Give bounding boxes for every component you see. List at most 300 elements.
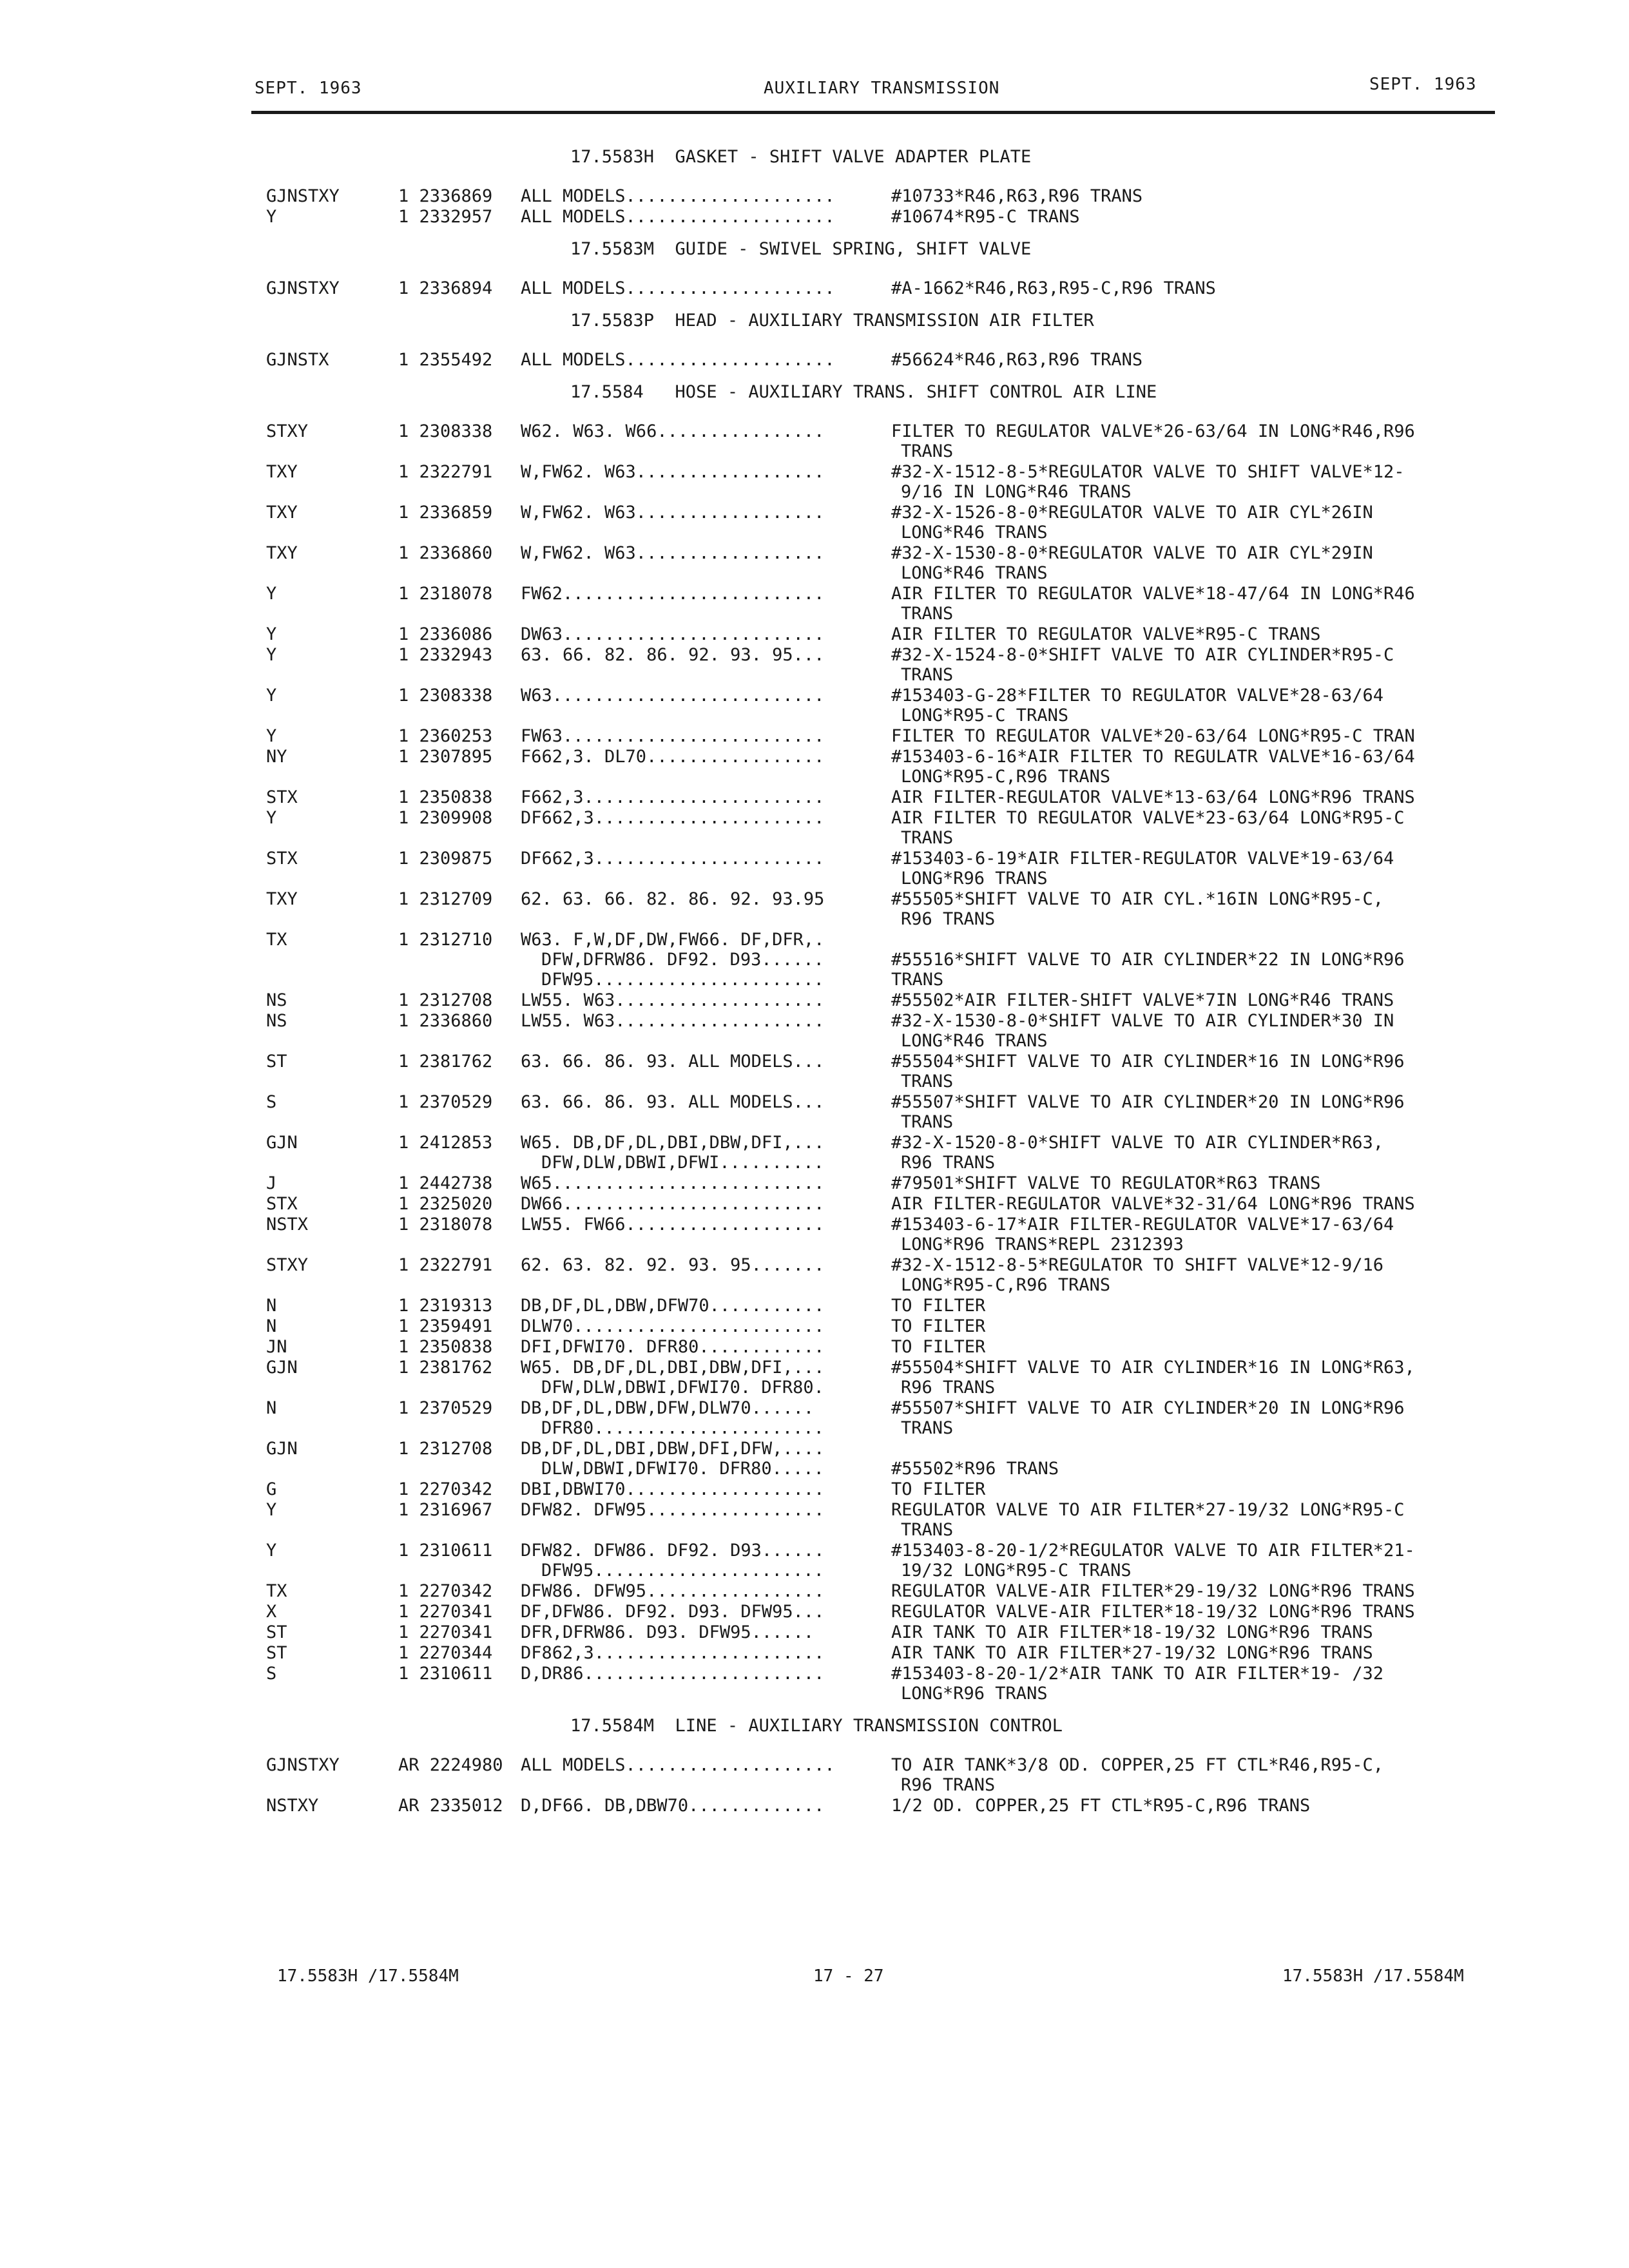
part-description: [891, 1358, 1523, 1398]
model-code: G: [266, 1479, 277, 1499]
models-line: DFW95......................: [541, 970, 824, 990]
description-line: #32-X-1512-8-5*REGULATOR TO SHIFT VALVE*12-9/16: [891, 1255, 1384, 1275]
models-line: 63. 66. 82. 86. 92. 93. 95...: [521, 645, 825, 665]
description-line: TO FILTER: [891, 1479, 986, 1499]
description-line: LONG*R96 TRANS*REPL 2312393: [901, 1235, 1184, 1254]
models-line: DFR80......................: [541, 1418, 824, 1438]
description-line: #56624*R46,R63,R96 TRANS: [891, 350, 1143, 370]
part-description: [891, 1296, 1523, 1316]
part-row: [0, 1316, 1629, 1337]
applicable-models: [521, 624, 901, 644]
applicable-models: [521, 1439, 901, 1479]
model-code: GJN: [266, 1133, 298, 1153]
part-row: [0, 686, 1629, 726]
quantity-part-number: 1 2318078: [398, 1215, 493, 1235]
description-line: #32-X-1526-8-0*REGULATOR VALVE TO AIR CYL*26IN: [891, 503, 1373, 523]
part-description: [891, 1622, 1523, 1642]
models-line: ALL MODELS....................: [521, 1755, 835, 1775]
parts-section: [0, 311, 1629, 370]
model-code: NS: [266, 1011, 287, 1031]
part-description: [891, 1133, 1523, 1173]
description-line: #55502*R96 TRANS: [891, 1459, 1059, 1479]
part-description: [891, 462, 1523, 502]
quantity-part-number: 1 2309908: [398, 808, 493, 828]
models-line: LW55. W63....................: [521, 1011, 825, 1031]
part-description: [891, 1092, 1523, 1132]
models-line: DFW,DLW,DBWI,DFWI..........: [541, 1153, 824, 1173]
description-line: #10733*R46,R63,R96 TRANS: [891, 186, 1143, 206]
models-line: 63. 66. 86. 93. ALL MODELS...: [521, 1052, 825, 1072]
model-code: N: [266, 1316, 277, 1336]
quantity-part-number: 1 2325020: [398, 1194, 493, 1214]
models-line: F662,3. DL70.................: [521, 747, 825, 767]
quantity-part-number: 1 2312709: [398, 889, 493, 909]
model-code: NSTXY: [266, 1796, 319, 1816]
model-code: STX: [266, 787, 298, 807]
part-description: [891, 278, 1523, 298]
applicable-models: [521, 421, 901, 441]
applicable-models: [521, 990, 901, 1010]
applicable-models: [521, 1133, 901, 1173]
part-description: [891, 584, 1523, 624]
model-code: STXY: [266, 421, 309, 441]
part-row: [0, 1092, 1629, 1133]
part-description: [891, 1316, 1523, 1336]
description-line: TO FILTER: [891, 1316, 986, 1336]
description-line: #32-X-1520-8-0*SHIFT VALVE TO AIR CYLINDER*R63,: [891, 1133, 1384, 1153]
models-line: W,FW62. W63..................: [521, 503, 825, 523]
applicable-models: [521, 1173, 901, 1193]
model-code: GJN: [266, 1439, 298, 1459]
applicable-models: [521, 584, 901, 604]
model-code: Y: [266, 726, 277, 746]
description-line: TO FILTER: [891, 1296, 986, 1316]
description-line: AIR FILTER-REGULATOR VALVE*13-63/64 LONG*R96 TRANS: [891, 787, 1415, 807]
quantity-part-number: 1 2322791: [398, 462, 493, 482]
description-line: LONG*R95-C,R96 TRANS: [901, 1275, 1111, 1295]
models-line: DFW86. DFW95.................: [521, 1581, 825, 1601]
applicable-models: [521, 503, 901, 523]
description-line: TRANS: [891, 970, 944, 990]
part-row: [0, 503, 1629, 543]
part-row: [0, 1664, 1629, 1704]
quantity-part-number: 1 2310611: [398, 1664, 493, 1684]
part-row: [0, 350, 1629, 370]
models-line: DB,DF,DL,DBI,DBW,DFI,DFW,....: [521, 1439, 825, 1459]
description-line: #55516*SHIFT VALVE TO AIR CYLINDER*22 IN LONG*R96: [891, 950, 1405, 970]
model-code: S: [266, 1664, 277, 1684]
part-row: [0, 624, 1629, 645]
models-line: W65. DB,DF,DL,DBI,DBW,DFI,...: [521, 1358, 825, 1378]
description-line: LONG*R95-C TRANS: [901, 706, 1069, 726]
applicable-models: [521, 1796, 901, 1816]
description-line: FILTER TO REGULATOR VALVE*26-63/64 IN LONG*R46,R96: [891, 421, 1415, 441]
parts-section: [0, 382, 1629, 1704]
part-description: [891, 726, 1523, 746]
models-line: DF862,3......................: [521, 1643, 825, 1663]
part-row: [0, 421, 1629, 462]
part-row: [0, 1581, 1629, 1602]
model-code: STX: [266, 849, 298, 869]
model-code: GJNSTXY: [266, 1755, 340, 1775]
models-line: LW55. W63....................: [521, 990, 825, 1010]
part-description: [891, 1011, 1523, 1051]
applicable-models: [521, 1755, 901, 1775]
part-description: [891, 1581, 1523, 1601]
model-code: ST: [266, 1622, 287, 1642]
description-line: LONG*R96 TRANS: [901, 1684, 1048, 1704]
description-line: LONG*R46 TRANS: [901, 1031, 1048, 1051]
part-row: [0, 849, 1629, 889]
quantity-part-number: 1 2350838: [398, 1337, 493, 1357]
models-line: DFW82. DFW86. DF92. D93......: [521, 1541, 825, 1561]
part-description: [891, 930, 1523, 990]
model-code: STX: [266, 1194, 298, 1214]
description-line: AIR TANK TO AIR FILTER*18-19/32 LONG*R96 TRANS: [891, 1622, 1373, 1642]
applicable-models: [521, 278, 901, 298]
applicable-models: [521, 889, 901, 909]
models-line: W63. F,W,DF,DW,FW66. DF,DFR,.: [521, 930, 825, 950]
quantity-part-number: 1 2319313: [398, 1296, 493, 1316]
applicable-models: [521, 787, 901, 807]
part-description: [891, 1337, 1523, 1357]
models-line: DB,DF,DL,DBW,DFW,DLW70......: [521, 1398, 815, 1418]
models-line: W63..........................: [521, 686, 825, 706]
part-row: [0, 1398, 1629, 1439]
parts-section: [0, 239, 1629, 299]
part-row: [0, 889, 1629, 930]
part-row: [0, 207, 1629, 227]
description-line: R96 TRANS: [901, 909, 996, 929]
applicable-models: [521, 1337, 901, 1357]
part-description: [891, 1052, 1523, 1091]
description-line: REGULATOR VALVE-AIR FILTER*18-19/32 LONG*R96 TRANS: [891, 1602, 1415, 1622]
model-code: ST: [266, 1643, 287, 1663]
quantity-part-number: 1 2336894: [398, 278, 493, 298]
models-line: W65. DB,DF,DL,DBI,DBW,DFI,...: [521, 1133, 825, 1153]
header-date-right: SEPT. 1963: [1369, 75, 1477, 94]
quantity-part-number: 1 2308338: [398, 421, 493, 441]
description-line: #55507*SHIFT VALVE TO AIR CYLINDER*20 IN LONG*R96: [891, 1398, 1405, 1418]
part-description: [891, 207, 1523, 227]
applicable-models: [521, 1479, 901, 1499]
models-line: DBI,DBWI70...................: [521, 1479, 825, 1499]
description-line: TO FILTER: [891, 1337, 986, 1357]
model-code: TXY: [266, 889, 298, 909]
part-row: [0, 1011, 1629, 1052]
part-row: [0, 1194, 1629, 1215]
part-row: [0, 1255, 1629, 1296]
part-description: [891, 990, 1523, 1010]
models-line: DF,DFW86. DF92. D93. DFW95...: [521, 1602, 825, 1622]
part-description: [891, 787, 1523, 807]
description-line: #55505*SHIFT VALVE TO AIR CYL.*16IN LONG*R95-C,: [891, 889, 1384, 909]
description-line: #10674*R95-C TRANS: [891, 207, 1080, 227]
part-row: [0, 543, 1629, 584]
part-row: [0, 1337, 1629, 1358]
quantity-part-number: AR 2335012: [398, 1796, 503, 1816]
models-line: FW63.........................: [521, 726, 825, 746]
quantity-part-number: 1 2336869: [398, 186, 493, 206]
part-row: [0, 186, 1629, 207]
part-row: [0, 584, 1629, 624]
applicable-models: [521, 186, 901, 206]
models-line: DW66.........................: [521, 1194, 825, 1214]
description-line: #55504*SHIFT VALVE TO AIR CYLINDER*16 IN LONG*R63,: [891, 1358, 1415, 1378]
part-row: [0, 462, 1629, 503]
quantity-part-number: 1 2336859: [398, 503, 493, 523]
quantity-part-number: 1 2332957: [398, 207, 493, 227]
quantity-part-number: 1 2355492: [398, 350, 493, 370]
description-line: #32-X-1530-8-0*REGULATOR VALVE TO AIR CYL*29IN: [891, 543, 1373, 563]
models-line: D,DF66. DB,DBW70.............: [521, 1796, 825, 1816]
model-code: NSTX: [266, 1215, 309, 1235]
model-code: Y: [266, 207, 277, 227]
applicable-models: [521, 1358, 901, 1398]
quantity-part-number: 1 2359491: [398, 1316, 493, 1336]
models-line: 62. 63. 66. 82. 86. 92. 93.95: [521, 889, 825, 909]
quantity-part-number: 1 2270342: [398, 1479, 493, 1499]
quantity-part-number: 1 2308338: [398, 686, 493, 706]
quantity-part-number: AR 2224980: [398, 1755, 503, 1775]
models-line: DFW,DFRW86. DF92. D93......: [541, 950, 824, 970]
parts-section: [0, 1716, 1629, 1816]
models-line: DF662,3......................: [521, 849, 825, 869]
description-line: TRANS: [901, 1112, 954, 1132]
description-line: AIR TANK TO AIR FILTER*27-19/32 LONG*R96 TRANS: [891, 1643, 1373, 1663]
applicable-models: [521, 1316, 901, 1336]
part-description: [891, 624, 1523, 644]
part-description: [891, 1500, 1523, 1540]
model-code: TX: [266, 930, 287, 950]
quantity-part-number: 1 2318078: [398, 584, 493, 604]
applicable-models: [521, 726, 901, 746]
description-line: R96 TRANS: [901, 1153, 996, 1173]
part-row: [0, 1215, 1629, 1255]
models-line: ALL MODELS....................: [521, 278, 835, 298]
models-line: W,FW62. W63..................: [521, 462, 825, 482]
model-code: Y: [266, 1500, 277, 1520]
description-line: #153403-6-19*AIR FILTER-REGULATOR VALVE*19-63/64: [891, 849, 1394, 869]
description-line: #153403-G-28*FILTER TO REGULATOR VALVE*28-63/64: [891, 686, 1384, 706]
description-line: #153403-6-17*AIR FILTER-REGULATOR VALVE*17-63/64: [891, 1215, 1394, 1235]
part-description: [891, 1215, 1523, 1254]
model-code: NS: [266, 990, 287, 1010]
models-line: DFW95......................: [541, 1561, 824, 1581]
applicable-models: [521, 849, 901, 869]
description-line: #79501*SHIFT VALVE TO REGULATOR*R63 TRANS: [891, 1173, 1321, 1193]
applicable-models: [521, 1500, 901, 1520]
section-title: 17.5584 HOSE - AUXILIARY TRANS. SHIFT CONTROL AIR LINE: [570, 382, 1157, 402]
footer-section-range-right: 17.5583H /17.5584M: [1282, 1966, 1464, 1986]
description-line: AIR FILTER TO REGULATOR VALVE*23-63/64 LONG*R95-C: [891, 808, 1405, 828]
model-code: Y: [266, 1541, 277, 1561]
part-description: [891, 186, 1523, 206]
description-line: TRANS: [901, 1520, 954, 1540]
description-line: #153403-6-16*AIR FILTER TO REGULATR VALVE*16-63/64: [891, 747, 1415, 767]
models-line: W62. W63. W66................: [521, 421, 825, 441]
models-line: F662,3.......................: [521, 787, 825, 807]
quantity-part-number: 1 2270341: [398, 1622, 493, 1642]
models-line: DFW82. DFW95.................: [521, 1500, 825, 1520]
quantity-part-number: 1 2270342: [398, 1581, 493, 1601]
quantity-part-number: 1 2336860: [398, 543, 493, 563]
applicable-models: [521, 1296, 901, 1316]
applicable-models: [521, 1602, 901, 1622]
model-code: NY: [266, 747, 287, 767]
part-row: [0, 990, 1629, 1011]
model-code: N: [266, 1398, 277, 1418]
models-line: FW62.........................: [521, 584, 825, 604]
part-row: [0, 1541, 1629, 1581]
part-row: [0, 808, 1629, 849]
models-line: DF662,3......................: [521, 808, 825, 828]
description-line: [891, 1439, 1523, 1459]
description-line: TRANS: [901, 1072, 954, 1091]
description-line: 9/16 IN LONG*R46 TRANS: [901, 482, 1132, 502]
description-line: LONG*R95-C,R96 TRANS: [901, 767, 1111, 787]
description-line: LONG*R46 TRANS: [901, 523, 1048, 543]
description-line: REGULATOR VALVE-AIR FILTER*29-19/32 LONG*R96 TRANS: [891, 1581, 1415, 1601]
description-line: R96 TRANS: [901, 1378, 996, 1398]
description-line: #55504*SHIFT VALVE TO AIR CYLINDER*16 IN LONG*R96: [891, 1052, 1405, 1072]
applicable-models: [521, 350, 901, 370]
part-description: [891, 808, 1523, 848]
part-description: [891, 1602, 1523, 1622]
description-line: LONG*R46 TRANS: [901, 563, 1048, 583]
description-line: AIR FILTER TO REGULATOR VALVE*R95-C TRANS: [891, 624, 1321, 644]
model-code: GJN: [266, 1358, 298, 1378]
applicable-models: [521, 1215, 901, 1235]
part-description: [891, 350, 1523, 370]
applicable-models: [521, 1622, 901, 1642]
models-line: DFW,DLW,DBWI,DFWI70. DFR80.: [541, 1378, 824, 1398]
section-title: 17.5584M LINE - AUXILIARY TRANSMISSION CONTROL: [570, 1716, 1063, 1736]
part-row: [0, 645, 1629, 686]
description-line: FILTER TO REGULATOR VALVE*20-63/64 LONG*R95-C TRAN: [891, 726, 1415, 746]
part-row: [0, 747, 1629, 787]
part-row: [0, 1796, 1629, 1816]
quantity-part-number: 1 2370529: [398, 1398, 493, 1418]
part-description: [891, 1755, 1523, 1795]
part-description: [891, 849, 1523, 889]
description-line: TO AIR TANK*3/8 OD. COPPER,25 FT CTL*R46,R95-C,: [891, 1755, 1384, 1775]
description-line: 1/2 OD. COPPER,25 FT CTL*R95-C,R96 TRANS: [891, 1796, 1311, 1816]
model-code: S: [266, 1092, 277, 1112]
quantity-part-number: 1 2336860: [398, 1011, 493, 1031]
model-code: GJNSTX: [266, 350, 329, 370]
description-line: #32-X-1512-8-5*REGULATOR VALVE TO SHIFT VALVE*12-: [891, 462, 1405, 482]
quantity-part-number: 1 2312708: [398, 990, 493, 1010]
model-code: STXY: [266, 1255, 309, 1275]
description-line: AIR FILTER-REGULATOR VALVE*32-31/64 LONG*R96 TRANS: [891, 1194, 1415, 1214]
part-description: [891, 503, 1523, 543]
applicable-models: [521, 686, 901, 706]
applicable-models: [521, 1581, 901, 1601]
part-description: [891, 645, 1523, 685]
part-row: [0, 1173, 1629, 1194]
model-code: Y: [266, 645, 277, 665]
parts-section: [0, 147, 1629, 227]
part-row: [0, 1602, 1629, 1622]
applicable-models: [521, 1643, 901, 1663]
model-code: ST: [266, 1052, 287, 1072]
footer-section-range-left: 17.5583H /17.5584M: [277, 1966, 459, 1986]
section-title: 17.5583H GASKET - SHIFT VALVE ADAPTER PLATE: [570, 147, 1032, 167]
model-code: Y: [266, 624, 277, 644]
part-row: [0, 1296, 1629, 1316]
applicable-models: [521, 207, 901, 227]
model-code: GJNSTXY: [266, 278, 340, 298]
part-description: [891, 1398, 1523, 1438]
description-line: TRANS: [901, 1418, 954, 1438]
part-description: [891, 1173, 1523, 1193]
part-row: [0, 278, 1629, 299]
applicable-models: [521, 1092, 901, 1112]
part-description: [891, 543, 1523, 583]
section-title: 17.5583M GUIDE - SWIVEL SPRING, SHIFT VALVE: [570, 239, 1032, 259]
model-code: TX: [266, 1581, 287, 1601]
applicable-models: [521, 930, 901, 990]
part-row: [0, 726, 1629, 747]
description-line: #55502*AIR FILTER-SHIFT VALVE*7IN LONG*R46 TRANS: [891, 990, 1394, 1010]
part-row: [0, 1622, 1629, 1643]
part-description: [891, 1541, 1523, 1581]
models-line: 62. 63. 82. 92. 93. 95.......: [521, 1255, 825, 1275]
description-line: LONG*R96 TRANS: [901, 869, 1048, 889]
parts-list: [0, 135, 1629, 1816]
models-line: DLW,DBWI,DFWI70. DFR80.....: [541, 1459, 824, 1479]
quantity-part-number: 1 2312710: [398, 930, 493, 950]
models-line: LW55. FW66...................: [521, 1215, 825, 1235]
quantity-part-number: 1 2350838: [398, 787, 493, 807]
applicable-models: [521, 1194, 901, 1214]
applicable-models: [521, 1011, 901, 1031]
description-line: AIR FILTER TO REGULATOR VALVE*18-47/64 IN LONG*R46: [891, 584, 1415, 604]
quantity-part-number: 1 2309875: [398, 849, 493, 869]
header-rule: [251, 111, 1495, 114]
quantity-part-number: 1 2332943: [398, 645, 493, 665]
quantity-part-number: 1 2310611: [398, 1541, 493, 1561]
quantity-part-number: 1 2336086: [398, 624, 493, 644]
models-line: DB,DF,DL,DBW,DFW70...........: [521, 1296, 825, 1316]
model-code: GJNSTXY: [266, 186, 340, 206]
header-date-left: SEPT. 1963: [255, 79, 362, 98]
model-code: TXY: [266, 543, 298, 563]
models-line: D,DR86.......................: [521, 1664, 825, 1684]
header-title: AUXILIARY TRANSMISSION: [764, 79, 1000, 98]
quantity-part-number: 1 2381762: [398, 1052, 493, 1072]
description-line: #32-X-1524-8-0*SHIFT VALVE TO AIR CYLINDER*R95-C: [891, 645, 1394, 665]
models-line: DW63.........................: [521, 624, 825, 644]
quantity-part-number: 1 2307895: [398, 747, 493, 767]
quantity-part-number: 1 2442738: [398, 1173, 493, 1193]
model-code: TXY: [266, 503, 298, 523]
applicable-models: [521, 462, 901, 482]
models-line: DFR,DFRW86. D93. DFW95......: [521, 1622, 815, 1642]
part-row: [0, 1358, 1629, 1398]
quantity-part-number: 1 2270341: [398, 1602, 493, 1622]
part-description: [891, 1255, 1523, 1295]
models-line: 63. 66. 86. 93. ALL MODELS...: [521, 1092, 825, 1112]
models-line: W,FW62. W63..................: [521, 543, 825, 563]
description-line: [891, 930, 1523, 950]
part-description: [891, 1664, 1523, 1704]
applicable-models: [521, 1052, 901, 1072]
applicable-models: [521, 1255, 901, 1275]
model-code: N: [266, 1296, 277, 1316]
part-description: [891, 686, 1523, 726]
